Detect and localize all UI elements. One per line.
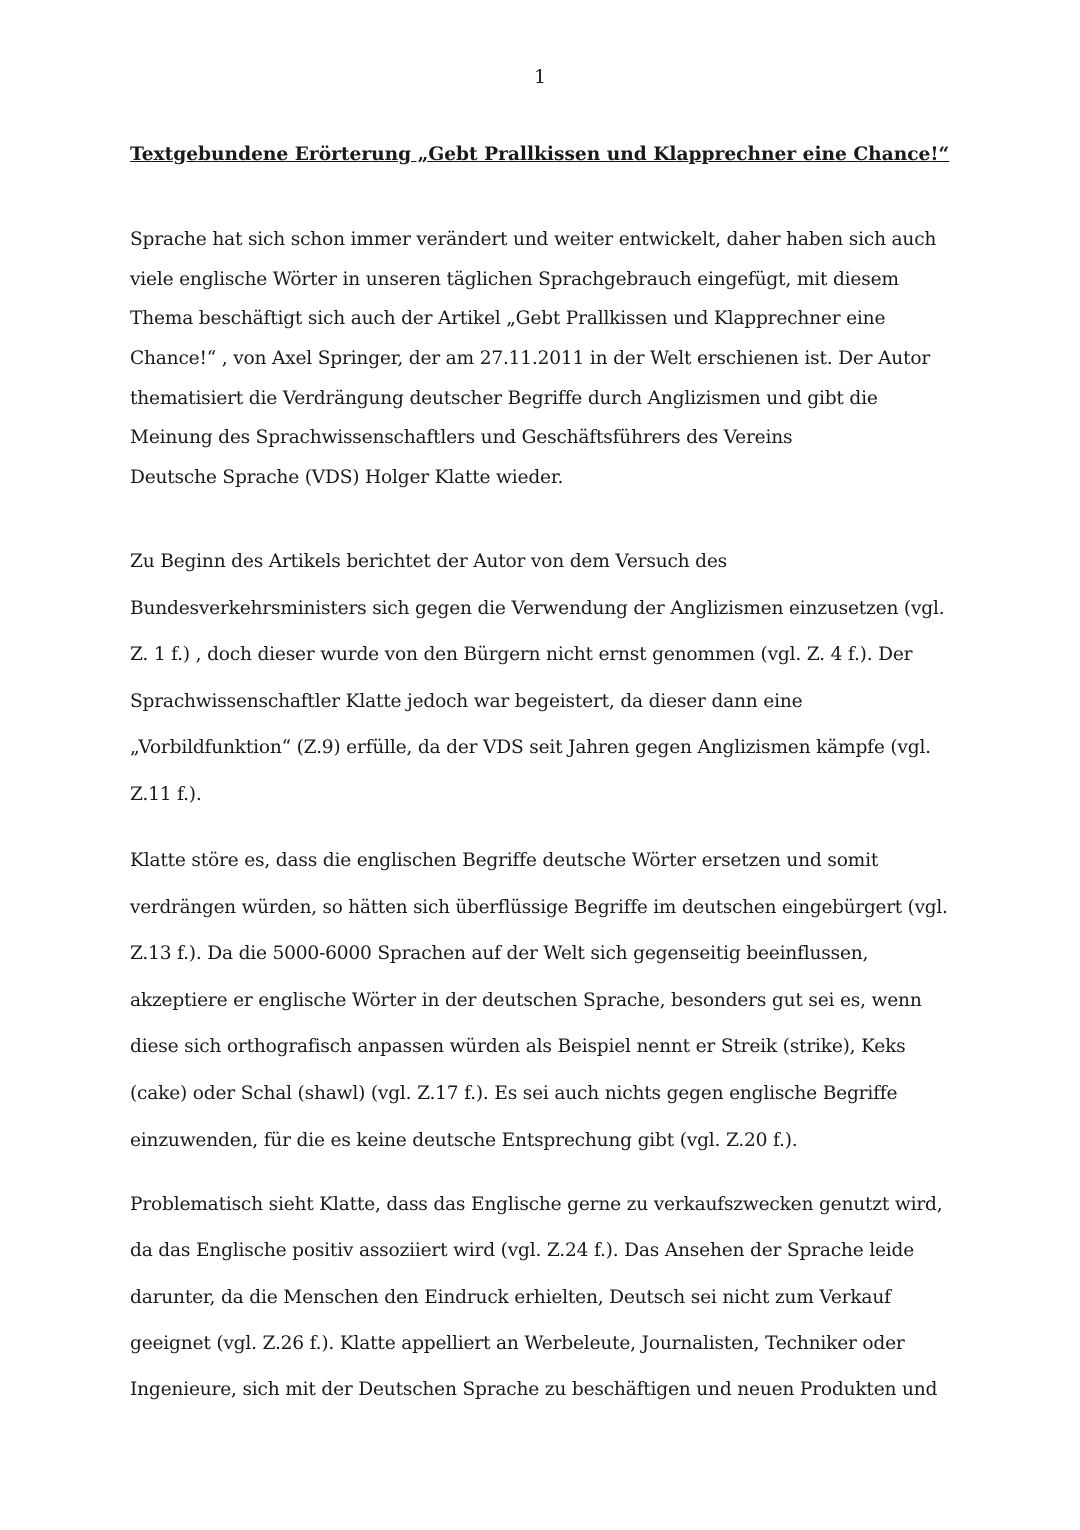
text-line: thematisiert die Verdrängung deutscher Begriffe durch Anglizismen und gibt die <box>130 387 878 409</box>
text-line: Problematisch sieht Klatte, dass das Englische gerne zu verkaufszwecken genutzt wird, <box>130 1194 943 1215</box>
page-number: 1 <box>533 66 547 88</box>
paragraph-article-beginning <box>130 548 952 827</box>
text-line: Z.11 f.). <box>130 783 202 805</box>
text-line: Chance!“ , von Axel Springer, der am 27.11.2011 in der Welt erschienen ist. Der Autor <box>130 348 931 370</box>
text-line: einzuwenden, für die es keine deutsche Entsprechung gibt (vgl. Z.20 f.). <box>130 1129 798 1151</box>
text-line: Deutsche Sprache (VDS) Holger Klatte wieder. <box>130 467 564 489</box>
text-line: Zu Beginn des Artikels berichtet der Autor von dem Versuch des <box>130 551 728 572</box>
text-line: da das Englische positiv assoziiert wird (vgl. Z.24 f.). Das Ansehen der Sprache leide <box>130 1240 915 1262</box>
text-line: Sprache hat sich schon immer verändert und weiter entwickelt, daher haben sich auch <box>130 229 937 250</box>
paragraph-introduction <box>130 226 952 504</box>
text-line: Sprachwissenschaftler Klatte jedoch war begeistert, da dieser dann eine <box>130 690 803 712</box>
text-line: Z.13 f.). Da die 5000-6000 Sprachen auf der Welt sich gegenseitig beeinflussen, <box>130 943 869 965</box>
text-line: akzeptiere er englische Wörter in der deutschen Sprache, besonders gut sei es, wenn <box>130 989 922 1011</box>
text-line: Klatte störe es, dass die englischen Begriffe deutsche Wörter ersetzen und somit <box>130 850 879 871</box>
text-line: diese sich orthografisch anpassen würden als Beispiel nennt er Streik (strike), Keks <box>130 1036 906 1058</box>
text-line: Thema beschäftigt sich auch der Artikel „Gebt Prallkissen und Klapprechner eine <box>130 308 886 330</box>
text-line: verdrängen würden, so hätten sich überflüssige Begriffe im deutschen eingebürgert (vgl. <box>130 896 948 918</box>
text-line: viele englische Wörter in unseren täglichen Sprachgebrauch eingefügt, mit diesem <box>130 268 899 290</box>
document-title: Textgebundene Erörterung „Gebt Prallkissen und Klapprechner eine Chance!“ <box>130 144 950 165</box>
paragraph-problem <box>130 1191 952 1422</box>
text-line: geeignet (vgl. Z.26 f.). Klatte appelliert an Werbeleute, Journalisten, Techniker oder <box>130 1332 905 1354</box>
text-line: Ingenieure, sich mit der Deutschen Sprache zu beschäftigen und neuen Produkten und <box>130 1379 938 1401</box>
text-line: (cake) oder Schal (shawl) (vgl. Z.17 f.). Es sei auch nichts gegen englische Begriffe <box>130 1082 898 1104</box>
paragraph-klatte-opinion <box>130 847 952 1173</box>
text-line: Bundesverkehrsministers sich gegen die Verwendung der Anglizismen einzusetzen (vgl. <box>130 597 945 619</box>
text-line: darunter, da die Menschen den Eindruck erhielten, Deutsch sei nicht zum Verkauf <box>130 1286 891 1308</box>
text-line: Z. 1 f.) , doch dieser wurde von den Bürgern nicht ernst genommen (vgl. Z. 4 f.). Der <box>130 644 913 665</box>
text-line: „Vorbildfunktion“ (Z.9) erfülle, da der VDS seit Jahren gegen Anglizismen kämpfe (vgl. <box>130 737 931 758</box>
text-line: Meinung des Sprachwissenschaftlers und Geschäftsführers des Vereins <box>130 427 793 449</box>
